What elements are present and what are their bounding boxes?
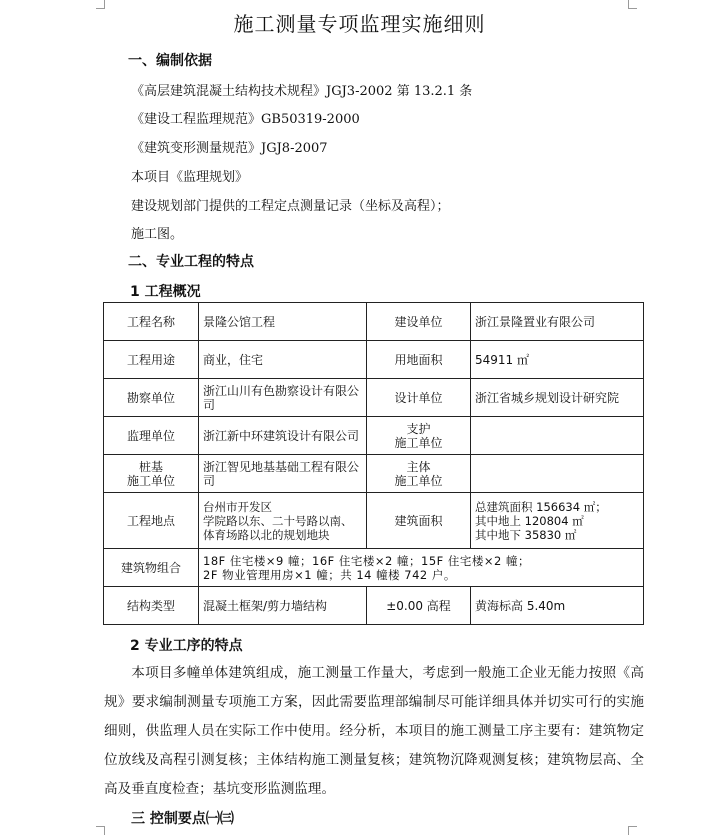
table-row: [104, 549, 644, 587]
cell-label: 建设单位: [367, 303, 471, 341]
cell-value: 18F 住宅楼×9 幢；16F 住宅楼×2 幢；15F 住宅楼×2 幢； 2F 物业管理用房×1 幢；共 14 幢楼 742 户。: [203, 553, 531, 582]
section-heading-features: 二、专业工程的特点: [128, 254, 254, 270]
cell-label: ±0.00 高程: [367, 587, 471, 625]
cell-value: 浙江新中环建筑设计有限公司: [199, 417, 367, 455]
table-row: [104, 303, 644, 341]
cell-label: 建筑面积: [367, 493, 471, 549]
cell-label: 设计单位: [367, 379, 471, 417]
cell-label: 用地面积: [367, 341, 471, 379]
basis-line-5: 建设规划部门提供的工程定点测量记录（坐标及高程）；: [131, 199, 450, 214]
cell-label: 工程用途: [104, 341, 199, 379]
cell-value: 总建筑面积 156634 ㎡； 其中地上 120804 ㎡ 其中地下 35830 ㎡: [475, 499, 607, 542]
cell-value: 浙江山川有色勘察设计有限公司: [199, 379, 367, 417]
cell-value: 黄海标高 5.40m: [471, 587, 644, 625]
cell-value: [471, 417, 644, 455]
table-row: [104, 455, 644, 493]
cell-value: 浙江智见地基基础工程有限公司: [199, 455, 367, 493]
cell-label: 勘察单位: [104, 379, 199, 417]
cell-label: 监理单位: [104, 417, 199, 455]
cell-label: 结构类型: [104, 587, 199, 625]
cell-label: 桩基 施工单位: [126, 459, 175, 488]
cell-label: 工程名称: [104, 303, 199, 341]
basis-line-2: 《建设工程监理规范》GB50319-2000: [131, 112, 360, 127]
basis-line-6: 施工图。: [131, 227, 184, 242]
section-heading-control: 三 控制要点㈠㈢: [131, 811, 234, 827]
subheading-process: 2 专业工序的特点: [130, 638, 243, 654]
project-overview-table: [103, 302, 644, 625]
cell-value: 54911 ㎡: [471, 341, 644, 379]
table-row: [104, 379, 644, 417]
cell-label: 工程地点: [104, 493, 199, 549]
table-row: [104, 417, 644, 455]
cell-value: 景隆公馆工程: [199, 303, 367, 341]
cell-value: 浙江景隆置业有限公司: [471, 303, 644, 341]
cell-value: 台州市开发区 学院路以东、二十号路以南、 体育场路以北的规划地块: [203, 499, 353, 542]
cell-value: 混凝土框架/剪力墙结构: [199, 587, 367, 625]
subheading-overview: 1 工程概况: [130, 284, 201, 300]
cell-label: 主体 施工单位: [394, 459, 443, 488]
table-row: [104, 341, 644, 379]
process-paragraph-text: 本项目多幢单体建筑组成，施工测量工作量大，考虑到一般施工企业无能力按照《高规》要求编制测量专项施工方案，因此需要监理部编制尽可能详细具体并切实可行的实施细则，供监理人员在实际工作中使用。经分析，本项目的施工测量工序主要有：建筑物定位放线及高程引测复核；主体结构施工测量复核；建筑物沉降观测复核；建筑物层高、全高及垂直度检查；基坑变形监测监理。: [104, 665, 644, 797]
table-row: [104, 493, 644, 549]
cell-value: 商业，住宅: [199, 341, 367, 379]
basis-line-1: 《高层建筑混凝土结构技术规程》JGJ3-2002 第 13.2.1 条: [131, 84, 473, 99]
process-paragraph: [104, 659, 644, 804]
table-row: [104, 587, 644, 625]
document-title: 施工测量专项监理实施细则: [233, 12, 486, 36]
cell-label: 支护 施工单位: [394, 421, 443, 450]
basis-line-3: 《建筑变形测量规范》JGJ8-2007: [131, 141, 328, 156]
section-heading-basis: 一、编制依据: [128, 53, 212, 69]
cell-value: 浙江省城乡规划设计研究院: [471, 379, 644, 417]
cell-label: 建筑物组合: [104, 549, 199, 587]
basis-line-4: 本项目《监理规划》: [131, 170, 249, 185]
cell-value: [471, 455, 644, 493]
